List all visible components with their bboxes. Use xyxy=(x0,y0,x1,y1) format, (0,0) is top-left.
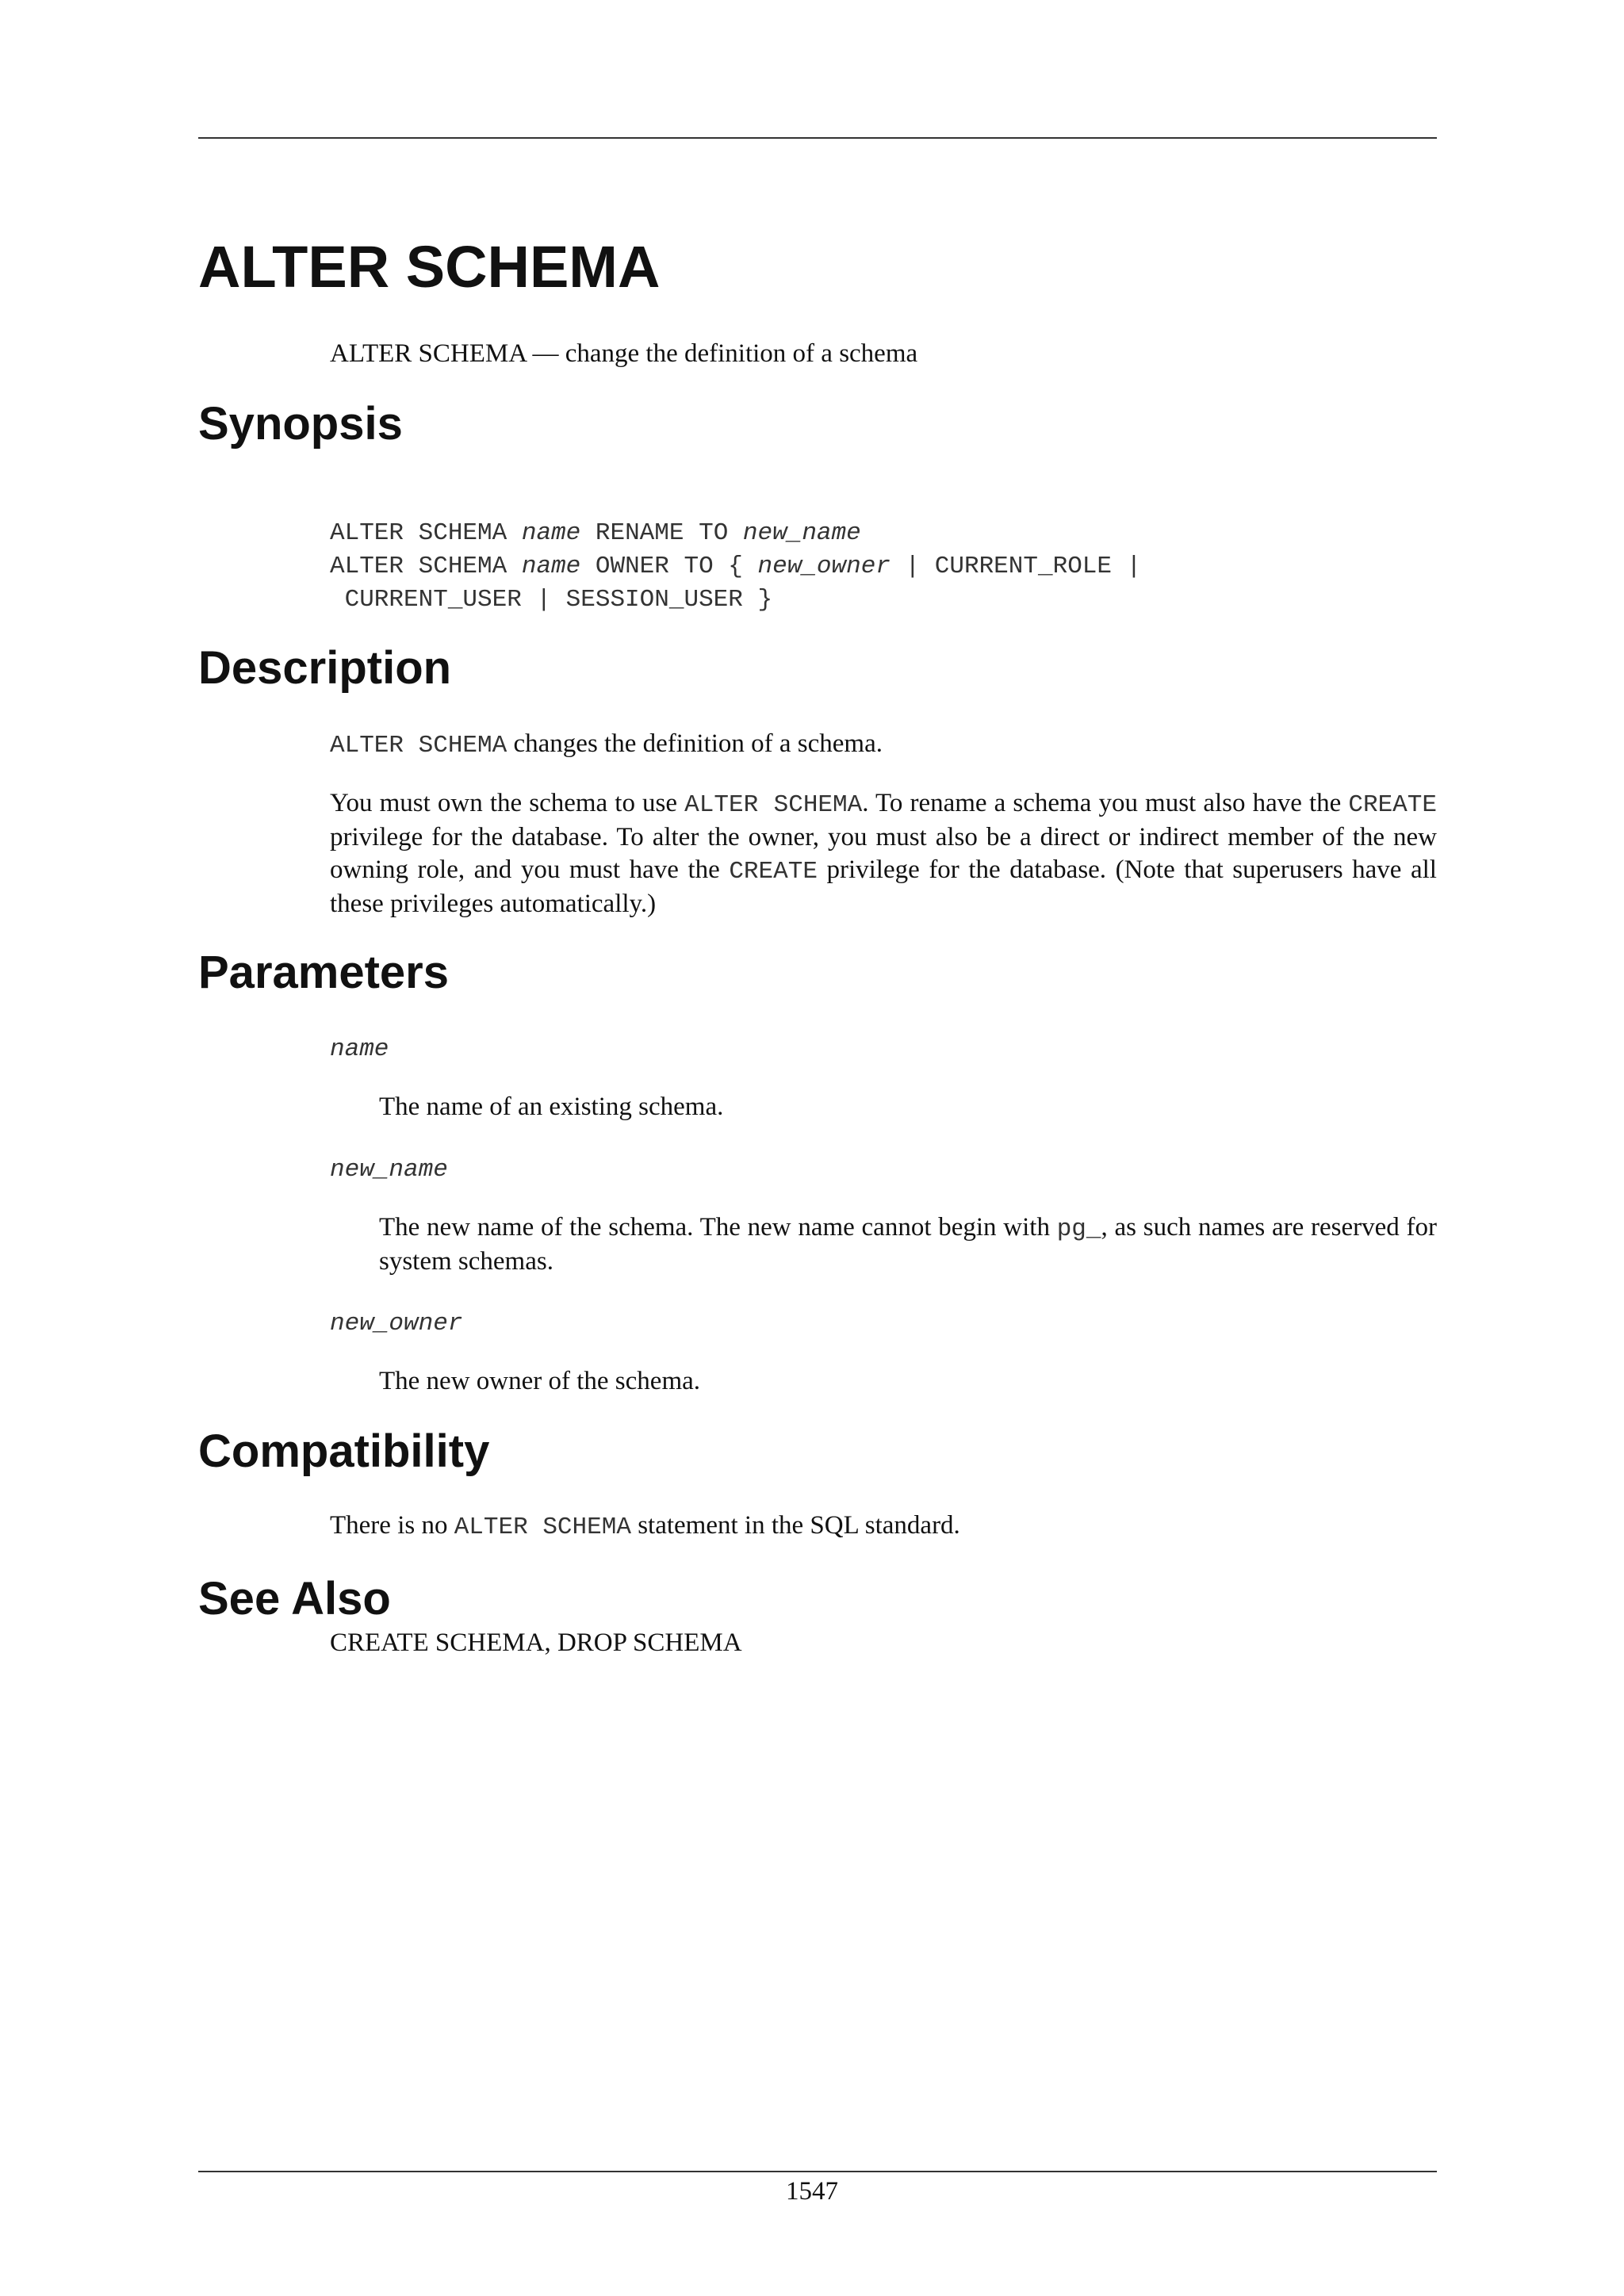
compatibility-paragraph xyxy=(330,1510,1437,1544)
description-paragraph-1 xyxy=(330,728,1437,762)
heading-synopsis: Synopsis xyxy=(198,398,403,450)
paragraph-text: . To rename a schema you must also have the xyxy=(862,789,1349,817)
param-term-name: name xyxy=(330,1035,389,1063)
see-also-links[interactable]: CREATE SCHEMA, DROP SCHEMA xyxy=(330,1628,742,1657)
footer-rule xyxy=(198,2171,1437,2172)
paragraph-text: The new name of the schema. The new name cannot begin with xyxy=(379,1213,1057,1242)
param-term-new-name: new_name xyxy=(330,1156,448,1184)
param-term-new-owner: new_owner xyxy=(330,1310,463,1337)
header-rule xyxy=(198,137,1437,139)
heading-compatibility: Compatibility xyxy=(198,1425,490,1477)
inline-code: ALTER SCHEMA xyxy=(454,1513,631,1541)
synopsis-text: ALTER SCHEMA xyxy=(330,519,522,547)
page-number: 1547 xyxy=(786,2177,838,2206)
synopsis-block xyxy=(330,517,1141,617)
paragraph-text: , as such names are reserved for system schemas. xyxy=(379,1213,1437,1276)
heading-see-also: See Also xyxy=(198,1573,391,1624)
param-desc-new-name xyxy=(379,1211,1437,1278)
synopsis-param: new_name xyxy=(742,519,861,547)
paragraph-text: There is no xyxy=(330,1511,454,1540)
paragraph-text: You must own the schema to use xyxy=(330,789,685,817)
synopsis-text: ALTER SCHEMA xyxy=(330,553,522,580)
heading-description: Description xyxy=(198,642,452,694)
synopsis-param: name xyxy=(521,519,581,547)
synopsis-text: | CURRENT_ROLE | xyxy=(890,553,1142,580)
inline-code: pg_ xyxy=(1056,1215,1101,1243)
synopsis-param: new_owner xyxy=(757,553,891,580)
synopsis-text: OWNER TO { xyxy=(580,553,758,580)
inline-code: ALTER SCHEMA xyxy=(330,732,508,760)
inline-code: ALTER SCHEMA xyxy=(684,791,863,819)
description-paragraph-2 xyxy=(330,787,1437,920)
paragraph-text: privilege for the database. (Note that superusers have all these privileges automatically.) xyxy=(330,855,1437,918)
page-title: ALTER SCHEMA xyxy=(198,234,661,300)
paragraph-text: changes the definition of a schema. xyxy=(507,729,883,758)
inline-code: CREATE xyxy=(729,858,818,886)
synopsis-param: name xyxy=(521,553,581,580)
paragraph-text: privilege for the database. To alter the owner, you must also be a direct or indirect member of the new owning role, and you must have the xyxy=(330,823,1437,884)
refpurpose: ALTER SCHEMA — change the definition of a schema xyxy=(330,339,918,368)
heading-parameters: Parameters xyxy=(198,947,449,998)
synopsis-text: RENAME TO xyxy=(580,519,743,547)
synopsis-text: CURRENT_USER | SESSION_USER } xyxy=(330,586,773,614)
inline-code: CREATE xyxy=(1348,791,1437,819)
param-desc-name: The name of an existing schema. xyxy=(379,1093,724,1121)
paragraph-text: statement in the SQL standard. xyxy=(630,1511,960,1540)
param-desc-new-owner: The new owner of the schema. xyxy=(379,1367,701,1395)
